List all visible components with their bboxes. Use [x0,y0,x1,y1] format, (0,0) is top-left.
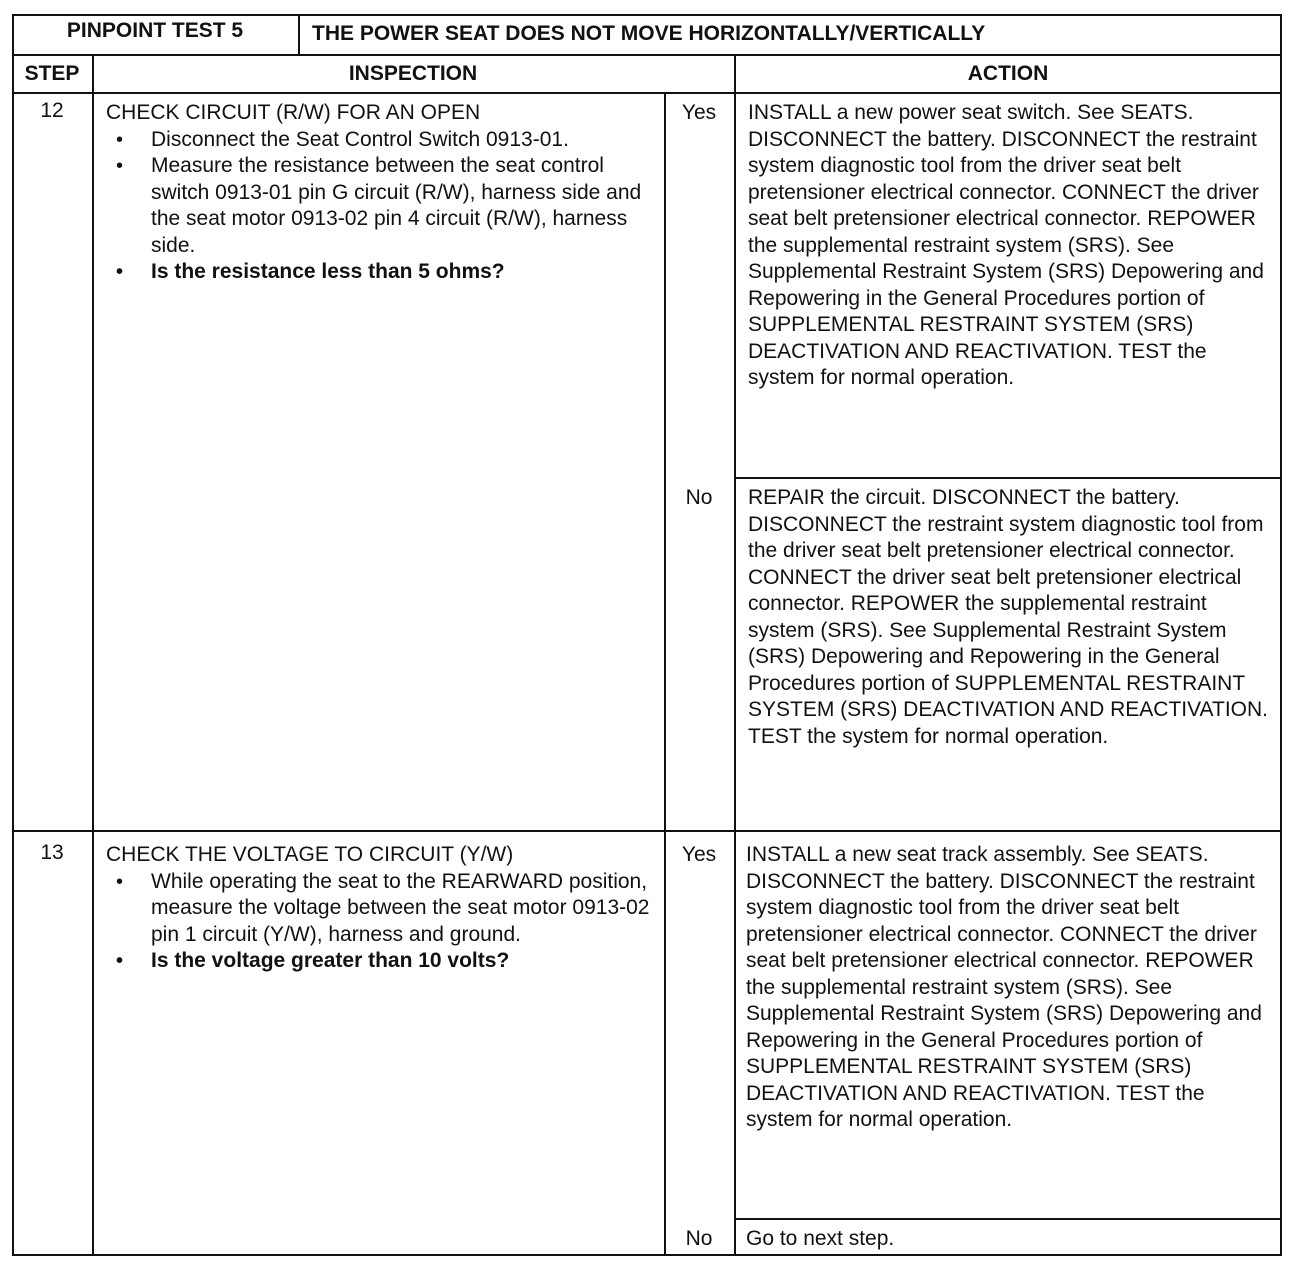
action-text: INSTALL a new power seat switch. See SEATS. DISCONNECT the battery. DISCONNECT the restraint system diagnostic tool from the driver seat belt pretensioner electrical connector. CONNECT the driver seat belt pretensioner electrical connector. REPOWER the supplemental restraint system (SRS). See Supplemental Restraint System (SRS) Depowering and Repowering in the General Procedures portion of SUPPLEMENTAL RESTRAINT SYSTEM (SRS) DEACTIVATION AND REACTIVATION. TEST the system for normal operation. [748,101,1264,389]
action-column-divider [734,54,736,1256]
title-divider [298,14,300,54]
action-text: Go to next step. [746,1227,895,1250]
inspection-question: • Is the resistance less than 5 ohms? [106,259,658,286]
answer-yes: Yes [681,843,717,866]
action-text: REPAIR the circuit. DISCONNECT the battery. DISCONNECT the restraint system diagnostic tool from the driver seat belt pretensioner electrical connector. CONNECT the driver seat belt pretensioner electrical connector. REPOWER the supplemental restraint system (SRS). See Supplemental Restraint System (SRS) Depowering and Repowering in the General Procedures portion of SUPPLEMENTAL RESTRAINT SYSTEM (SRS) DEACTIVATION AND REACTIVATION. TEST the system for normal operation. [748,486,1268,748]
inspection-bullet: • Measure the resistance between the seat control switch 0913-01 pin G circuit (R/W), harness side and the seat motor 0913-02 pin 4 circuit (R/W), harness side. [106,153,658,259]
answer-no: No [685,1227,713,1250]
header-divider [12,54,1282,56]
step12-answer-divider [734,477,1282,479]
test-label: PINPOINT TEST 5 [66,19,244,42]
inspection-bullets [106,127,658,286]
column-header-divider [12,92,1282,94]
step-divider [12,830,1282,832]
inspection-cell [106,842,658,975]
inspection-cell [106,100,658,286]
answer-column-divider [664,92,666,1256]
test-title: THE POWER SEAT DOES NOT MOVE HORIZONTALLY/VERTICALLY [312,22,986,45]
action-column-header: ACTION [967,62,1049,85]
inspection-title: CHECK CIRCUIT (R/W) FOR AN OPEN [106,101,481,124]
step-column-header: STEP [24,62,80,85]
step-number: 13 [40,841,64,864]
answer-no: No [685,486,713,509]
inspection-bullet: • Disconnect the Seat Control Switch 0913-01. [106,127,658,154]
inspection-title: CHECK THE VOLTAGE TO CIRCUIT (Y/W) [106,843,514,866]
step-column-divider [92,54,94,1256]
step-number: 12 [40,99,64,122]
inspection-question: • Is the voltage greater than 10 volts? [106,948,658,975]
step13-answer-divider [734,1218,1282,1220]
inspection-bullet: • While operating the seat to the REARWARD position, measure the voltage between the seat motor 0913-02 pin 1 circuit (Y/W), harness and ground. [106,869,658,949]
inspection-bullets [106,869,658,975]
answer-yes: Yes [681,101,717,124]
action-text: INSTALL a new seat track assembly. See SEATS. DISCONNECT the battery. DISCONNECT the restraint system diagnostic tool from the driver seat belt pretensioner electrical connector. CONNECT the driver seat belt pretensioner electrical connector. REPOWER the supplemental restraint system (SRS). See Supplemental Restraint System (SRS) Depowering and Repowering in the General Procedures portion of SUPPLEMENTAL RESTRAINT SYSTEM (SRS) DEACTIVATION AND REACTIVATION. TEST the system for normal operation. [746,843,1262,1131]
inspection-column-header: INSPECTION [348,62,478,85]
